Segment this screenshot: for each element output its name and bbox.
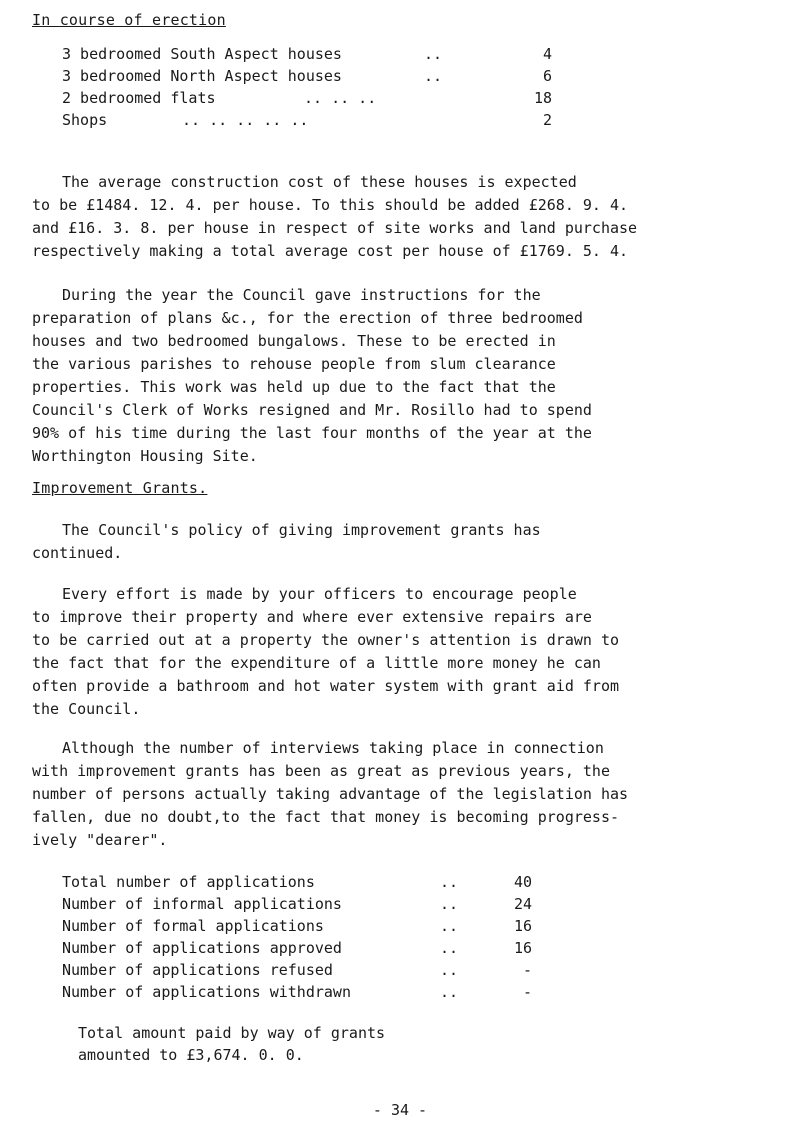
table-row bbox=[62, 44, 582, 66]
text-line: 90% of his time during the last four months of the year at the bbox=[32, 424, 592, 442]
text-line: the various parishes to rehouse people from slum clearance bbox=[32, 355, 556, 373]
text-line: The Council's policy of giving improvement grants has bbox=[62, 521, 541, 539]
text-line: with improvement grants has been as great as previous years, the bbox=[32, 762, 610, 780]
applications-table bbox=[62, 872, 582, 1004]
table-row bbox=[62, 916, 582, 938]
heading-improvement-grants: Improvement Grants. bbox=[32, 479, 208, 497]
table-row bbox=[62, 88, 582, 110]
text-line: preparation of plans &c., for the erection of three bedroomed bbox=[32, 309, 583, 327]
row-label: Total number of applications bbox=[62, 873, 315, 891]
row-label: Shops bbox=[62, 111, 108, 129]
heading-in-course-of-erection: In course of erection bbox=[32, 11, 226, 29]
text-line: Every effort is made by your officers to encourage people bbox=[62, 585, 577, 603]
erection-table bbox=[62, 44, 582, 134]
text-line: and £16. 3. 8. per house in respect of site works and land purchase bbox=[32, 219, 638, 237]
row-label: 3 bedroomed North Aspect houses bbox=[62, 67, 342, 85]
table-row bbox=[62, 872, 582, 894]
row-value: 2 bbox=[542, 111, 552, 129]
row-label: Number of applications withdrawn bbox=[62, 983, 351, 1001]
row-leader: .. bbox=[440, 917, 459, 935]
row-leader: .. .. .. .. .. bbox=[182, 111, 309, 129]
row-leader: .. bbox=[440, 895, 459, 913]
paragraph-plans bbox=[32, 285, 772, 469]
row-label: 3 bedroomed South Aspect houses bbox=[62, 45, 342, 63]
text-line: fallen, due no doubt,to the fact that money is becoming progress- bbox=[32, 808, 619, 826]
row-value: 6 bbox=[542, 67, 552, 85]
text-line: During the year the Council gave instructions for the bbox=[62, 286, 541, 304]
text-line: The average construction cost of these houses is expected bbox=[62, 173, 577, 191]
text-line: Council's Clerk of Works resigned and Mr. Rosillo had to spend bbox=[32, 401, 592, 419]
paragraph-effort bbox=[32, 584, 772, 722]
row-value: 4 bbox=[542, 45, 552, 63]
text-line: often provide a bathroom and hot water system with grant aid from bbox=[32, 677, 619, 695]
row-value: - bbox=[522, 961, 532, 979]
text-line: to be carried out at a property the owner's attention is drawn to bbox=[32, 631, 619, 649]
table-row bbox=[62, 960, 582, 982]
row-value: 16 bbox=[513, 939, 532, 957]
row-leader: .. bbox=[440, 983, 459, 1001]
row-leader: .. bbox=[424, 45, 443, 63]
table-row bbox=[62, 894, 582, 916]
row-value: 16 bbox=[513, 917, 532, 935]
text-line: Worthington Housing Site. bbox=[32, 447, 258, 465]
table-row bbox=[62, 938, 582, 960]
text-line: respectively making a total average cost per house of £1769. 5. 4. bbox=[32, 242, 629, 260]
table-row bbox=[62, 66, 582, 88]
text-line: ively "dearer". bbox=[32, 831, 168, 849]
row-leader: .. .. .. bbox=[304, 89, 377, 107]
row-leader: .. bbox=[424, 67, 443, 85]
text-line: Total amount paid by way of grants bbox=[78, 1024, 386, 1042]
text-line: properties. This work was held up due to the fact that the bbox=[32, 378, 556, 396]
text-line: number of persons actually taking advantage of the legislation has bbox=[32, 785, 629, 803]
row-leader: .. bbox=[440, 961, 459, 979]
table-row bbox=[62, 982, 582, 1004]
paragraph-interviews bbox=[32, 738, 772, 853]
text-line: to be £1484. 12. 4. per house. To this should be added £268. 9. 4. bbox=[32, 196, 629, 214]
text-line: the Council. bbox=[32, 700, 141, 718]
row-value: 40 bbox=[513, 873, 532, 891]
paragraph-policy bbox=[32, 520, 772, 566]
paragraph-construction-cost bbox=[32, 172, 772, 264]
row-label: 2 bedroomed flats bbox=[62, 89, 216, 107]
table-row bbox=[62, 110, 582, 132]
row-label: Number of formal applications bbox=[62, 917, 324, 935]
total-paid bbox=[78, 1023, 385, 1067]
text-line: to improve their property and where ever extensive repairs are bbox=[32, 608, 592, 626]
row-label: Number of applications approved bbox=[62, 939, 342, 957]
page-number: - 34 - bbox=[372, 1101, 428, 1119]
text-line: continued. bbox=[32, 544, 123, 562]
row-leader: .. bbox=[440, 939, 459, 957]
row-leader: .. bbox=[440, 873, 459, 891]
row-value: - bbox=[522, 983, 532, 1001]
text-line: amounted to £3,674. 0. 0. bbox=[78, 1046, 304, 1064]
row-label: Number of applications refused bbox=[62, 961, 333, 979]
row-value: 24 bbox=[513, 895, 532, 913]
text-line: houses and two bedroomed bungalows. These to be erected in bbox=[32, 332, 556, 350]
row-value: 18 bbox=[533, 89, 552, 107]
text-line: the fact that for the expenditure of a little more money he can bbox=[32, 654, 601, 672]
text-line: Although the number of interviews taking place in connection bbox=[62, 739, 604, 757]
row-label: Number of informal applications bbox=[62, 895, 342, 913]
